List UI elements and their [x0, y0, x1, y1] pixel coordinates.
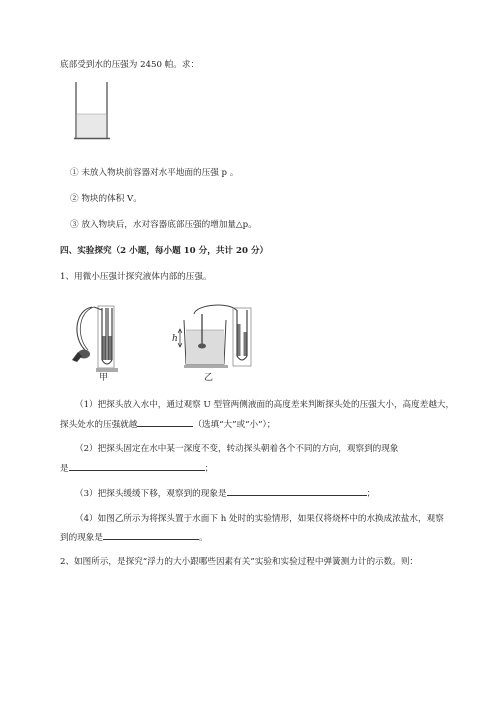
q1-part4-text-a: 到的现象是 [60, 533, 103, 543]
q1-part3-text-b: ； [366, 489, 376, 499]
q1-part2-line1: （2）把探头固定在水中某一深度不变，转动探头朝着各个不同的方向，观察到的现象 [75, 444, 399, 454]
q1-part4-answer-blank[interactable] [103, 530, 199, 540]
q1-part3-line [75, 486, 375, 500]
q1-part4-text-b: 。 [198, 533, 208, 543]
section-heading: 四、实验探究（2 小题，每小题 10 分，共计 20 分） [60, 246, 269, 256]
figure-h-label: h [172, 334, 178, 344]
q2-stem: 2、如图所示，是探究“浮力的大小跟哪些因素有关”实验和实验过程中弹簧测力计的示数。则： [60, 557, 419, 567]
q1-part1-line2 [60, 417, 275, 431]
figure-jia [70, 302, 130, 382]
q1-part1-text-a: 探头处水的压强就越 [60, 420, 138, 430]
container-figure [74, 82, 114, 142]
q1-part2-text-a: 是 [60, 464, 69, 474]
q1-part4-line2 [60, 530, 208, 544]
intro-line: 底部受到水的压强为 2450 帕。求： [60, 60, 200, 70]
q1-part2-text-b: ； [204, 464, 214, 474]
figure-jia-label: 甲 [99, 373, 109, 383]
q1-part3-text-a: （3）把探头缓缓下移，观察到的现象是 [75, 489, 227, 499]
q1-part2-answer-blank[interactable] [69, 461, 205, 471]
sub-question-1: ① 未放入物块前容器对水平地面的压强 p 。 [70, 168, 239, 178]
sub-question-3: ③ 放入物块后，水对容器底部压强的增加量△p。 [70, 220, 257, 230]
q1-part1-answer-blank[interactable] [137, 417, 193, 427]
q1-part4-line1: （4）如图乙所示为将探头置于水面下 h 处时的实验情形，如果仅将烧杯中的水换成浓盐水，观察 [75, 514, 444, 524]
figure-yi [170, 302, 260, 384]
q1-part2-line2 [60, 461, 213, 475]
q1-stem: 1、用微小压强计探究液体内部的压强。 [60, 272, 212, 282]
figure-yi-label: 乙 [204, 373, 214, 383]
q1-part1-line1: （1）把探头放入水中，通过观察 U 型管两侧液面的高度差来判断探头处的压强大小，高度差越大， [75, 400, 455, 410]
q1-part3-answer-blank[interactable] [227, 486, 367, 496]
sub-question-2: ② 物块的体积 V。 [70, 194, 142, 204]
q1-part1-text-b: （选填“大”或“小”）； [193, 420, 276, 430]
